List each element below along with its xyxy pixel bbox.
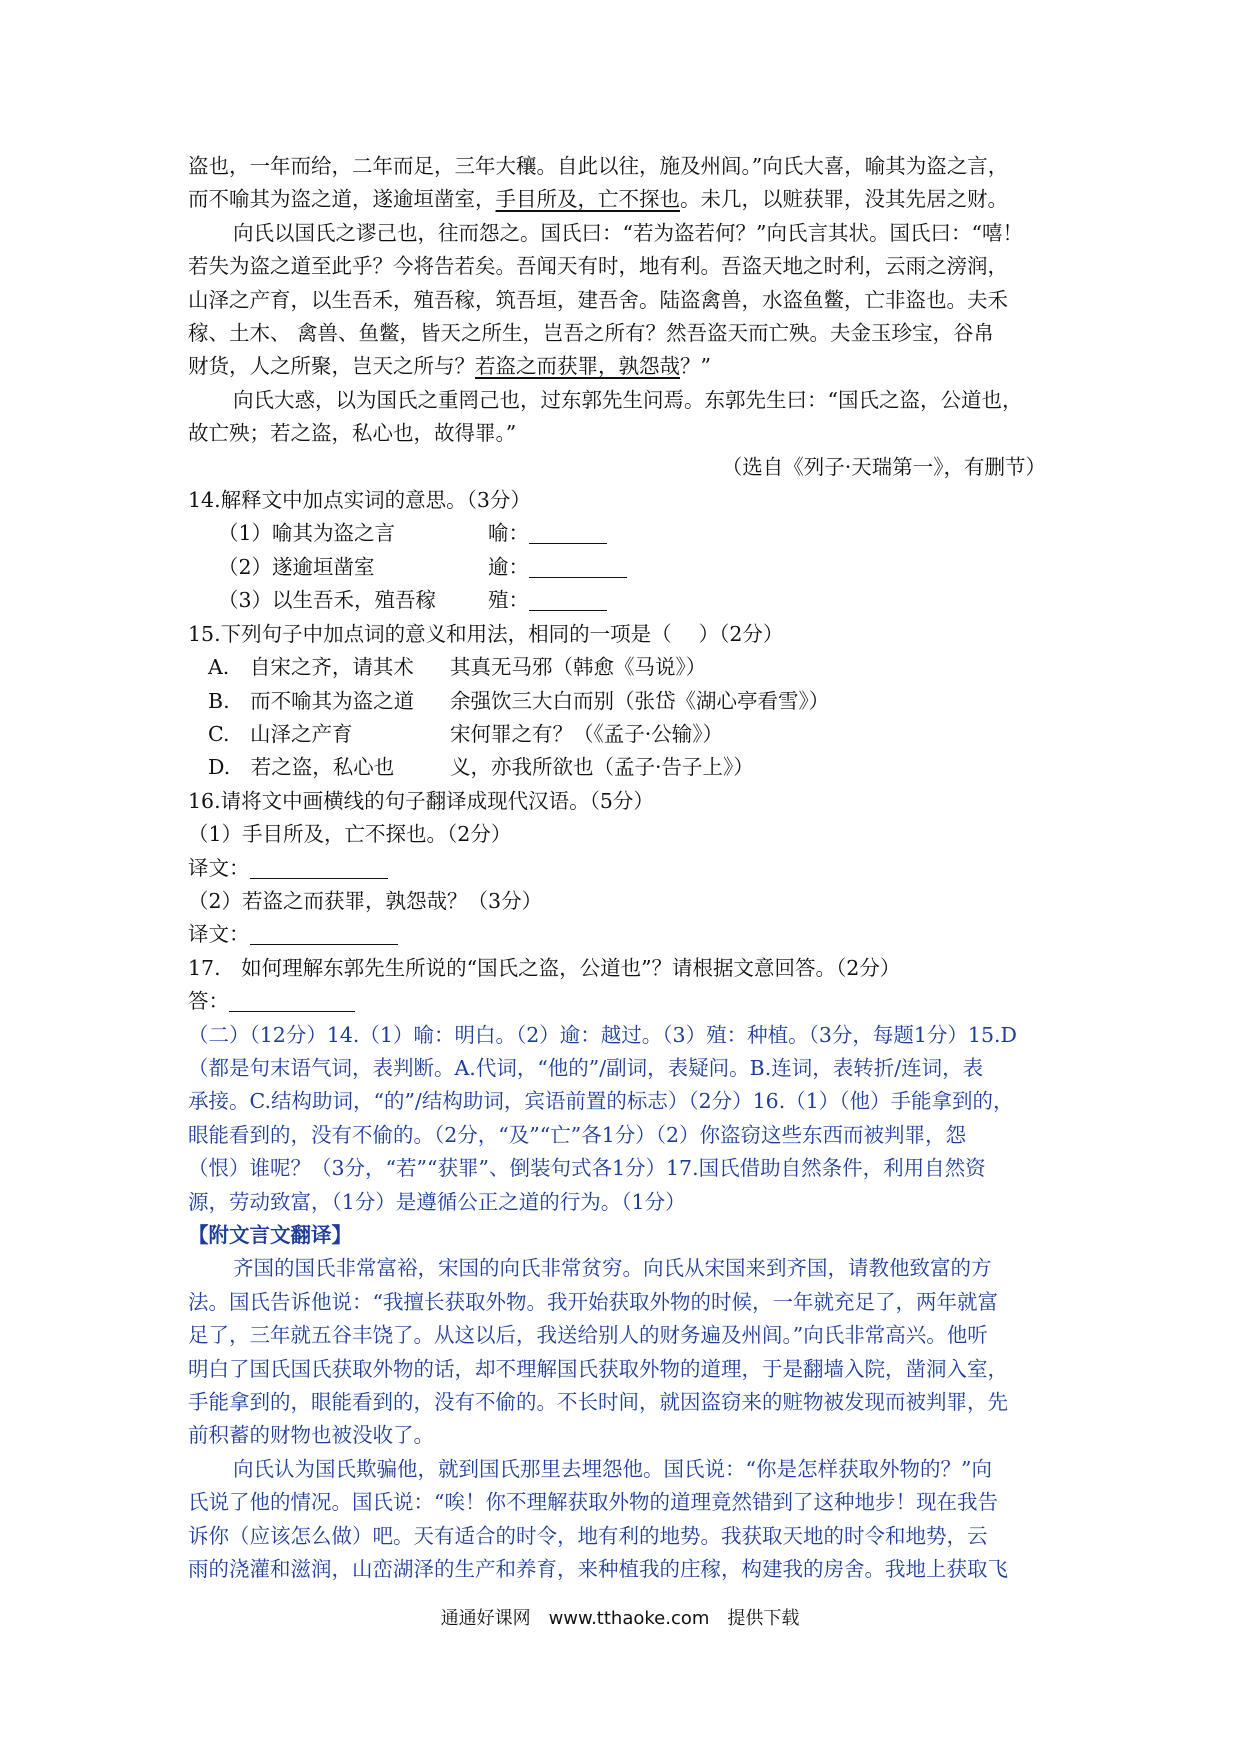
- question-title: 17. 如何理解东郭先生所说的“国氏之盗，公道也”？请根据文意回答。（2分）: [188, 955, 901, 980]
- translation-line: 明白了国氏国氏获取外物的话，却不理解国氏获取外物的道理，于是翻墙入院，凿洞入室，: [188, 1356, 1008, 1381]
- translation-line: 手能拿到的，眼能看到的，没有不偷的。不长时间，就因盗窃来的赃物被发现而被判罪，先: [188, 1390, 1008, 1415]
- question-title: 15.下列句子中加点词的意义和用法，相同的一项是（ ）（2分）: [188, 621, 784, 646]
- question-14: [188, 484, 1058, 618]
- q14-item-label: 逾：: [488, 554, 529, 579]
- passage-source: （选自《列子·天瑞第一》，有删节）: [721, 454, 1046, 479]
- q15-option-d[interactable]: [188, 751, 1058, 784]
- q14-item: [188, 517, 1058, 550]
- answer-blank[interactable]: [250, 856, 388, 879]
- option-right: 义，亦我所欲也（孟子·告子上》）: [450, 755, 754, 780]
- q14-item-text: （1）喻其为盗之言: [218, 521, 396, 546]
- passage-line: [188, 183, 1058, 216]
- translation-line: 雨的浇灌和滋润，山峦湖泽的生产和养育，来种植我的庄稼，构建我的房舍。我地上获取飞: [188, 1557, 1008, 1582]
- q16-sentence-2: （2）若盗之而获罪，孰怨哉？（3分）: [188, 888, 543, 913]
- q15-option-a[interactable]: [188, 651, 1058, 684]
- translation-line: 向氏认为国氏欺骗他，就到国氏那里去埋怨他。国氏说：“你是怎样获取外物的？”向: [233, 1456, 992, 1481]
- underlined-sentence-2: 若盗之而获罪，孰怨哉: [475, 354, 680, 379]
- q14-item: [188, 584, 1058, 617]
- answer-blank[interactable]: [529, 521, 607, 544]
- question-title: 14.解释文中加点实词的意思。（3分）: [188, 488, 531, 513]
- answer-label: 译文：: [188, 855, 250, 880]
- translation-line: 足了，三年就五谷丰饶了。从这以后，我送给别人的财务遍及州闾。”向氏非常高兴。他听: [188, 1323, 988, 1348]
- passage-line: 山泽之产育，以生吾禾，殖吾稼，筑吾垣，建吾舍。陆盗禽兽，水盗鱼鳖，亡非盗也。夫禾: [188, 287, 1008, 312]
- translation-answer-1: [188, 852, 1058, 885]
- translation-line: 氏说了他的情况。国氏说：“唉！你不理解获取外物的道理竟然错到了这种地步！现在我告: [188, 1490, 998, 1515]
- option-left: C. 山泽之产育: [208, 721, 353, 746]
- translation-line: 诉你（应该怎么做）吧。天有适合的时令，地有利的地势。我获取天地的时令和地势，云: [188, 1523, 988, 1548]
- q15-option-c[interactable]: [188, 718, 1058, 751]
- underlined-sentence-1: 手目所及，亡不探也: [495, 187, 680, 212]
- answer-blank[interactable]: [250, 922, 398, 945]
- passage-line: 稼、土木、 禽兽、鱼鳖，皆天之所生，岂吾之所有？然吾盗天而亡殃。夫金玉珍宝，谷帛: [188, 321, 995, 346]
- answer-blank[interactable]: [529, 555, 627, 578]
- answer-line: 眼能看到的，没有不偷的。（2分，“及”“亡”各1分）（2）你盗窃这些东西而被判罪，怨: [188, 1122, 967, 1147]
- question-17: [188, 952, 1058, 1019]
- answer-line: （二）（12分）14.（1）喻：明白。（2）逾：越过。（3）殖：种植。（3分，每题1分）15.D: [188, 1022, 1017, 1047]
- q14-item-text: （2）遂逾垣凿室: [218, 554, 375, 579]
- passage-line: 向氏大惑，以为国氏之重罔己也，过东郭先生问焉。东郭先生曰：“国氏之盗，公道也，: [233, 387, 1023, 412]
- passage-text: 而不喻其为盗之道，遂逾垣凿室，: [188, 187, 496, 212]
- answer-line: （恨）谁呢？（3分，“若”“获罪”、倒装句式各1分）17.国氏借助自然条件，利用自然资: [188, 1156, 986, 1181]
- option-left: A. 自宋之齐，请其术: [208, 655, 414, 680]
- question-title: 16.请将文中画横线的句子翻译成现代汉语。（5分）: [188, 788, 654, 813]
- passage: [188, 150, 1058, 484]
- q15-option-b[interactable]: [188, 685, 1058, 718]
- passage-line: 盗也，一年而给，二年而足，三年大穰。自此以往，施及州闾。”向氏大喜，喻其为盗之言，: [188, 154, 1009, 178]
- answer-label: 答：: [188, 989, 229, 1014]
- translation-heading: 【附文言文翻译】: [188, 1223, 352, 1247]
- answer-blank[interactable]: [229, 989, 355, 1012]
- option-right: 余强饮三大白而别（张岱《湖心亭看雪》）: [450, 688, 830, 713]
- answer-label: 译文：: [188, 922, 250, 947]
- q14-item-text: （3）以生吾禾，殖吾稼: [218, 588, 437, 613]
- passage-text: 。未几，以赃获罪，没其先居之财。: [680, 187, 1008, 212]
- question-16: [188, 785, 1058, 952]
- passage-line: 向氏以国氏之谬己也，往而怨之。国氏曰：“若为盗若何？”向氏言其状。国氏曰：“嘻！: [233, 220, 1023, 245]
- answer-line: 源，劳动致富，（1分）是遵循公正之道的行为。（1分）: [188, 1189, 686, 1214]
- translation-line: 前积蓄的财物也被没收了。: [188, 1423, 434, 1448]
- answer-line: 承接。C.结构助词，“的”/结构助词，宾语前置的标志）（2分）16.（1）（他）手能拿到的，: [188, 1089, 1014, 1114]
- answer-line: （都是句末语气词，表判断。A.代词，“他的”/副词，表疑问。B.连词，表转折/连词，表: [188, 1055, 984, 1080]
- q14-item-label: 殖：: [488, 588, 529, 613]
- translation-section: [188, 1219, 1058, 1586]
- question-15: [188, 618, 1058, 785]
- answer-blank[interactable]: [529, 588, 607, 611]
- passage-line: 若失为盗之道至此乎？今将告若矣。吾闻天有时，地有利。吾盗天地之时利，云雨之滂润，: [188, 254, 1008, 279]
- passage-line: [188, 350, 1058, 383]
- translation-line: 齐国的国氏非常富裕，宋国的向氏非常贫穷。向氏从宋国来到齐国，请教他致富的方: [233, 1256, 992, 1281]
- answer-key: [188, 1019, 1058, 1219]
- passage-text: ？”: [680, 354, 711, 379]
- translation-line: 法。国氏告诉他说：“我擅长获取外物。我开始获取外物的时候，一年就充足了，两年就富: [188, 1289, 998, 1314]
- option-right: 宋何罪之有？（《孟子·公输》）: [450, 721, 724, 746]
- option-left: B. 而不喻其为盗之道: [208, 688, 415, 713]
- option-right: 其真无马邪（韩愈《马说》）: [450, 655, 707, 680]
- answer-row: [188, 985, 1058, 1018]
- option-left: D. 若之盗，私心也: [208, 755, 395, 780]
- passage-text: 财货，人之所聚，岂天之所与？: [188, 354, 475, 379]
- translation-answer-2: [188, 918, 1058, 951]
- passage-line: 故亡殃；若之盗，私心也，故得罪。”: [188, 421, 517, 446]
- q16-sentence-1: （1）手目所及，亡不探也。（2分）: [188, 822, 512, 847]
- q14-item-label: 喻：: [488, 521, 529, 546]
- exam-page: [188, 150, 1058, 1586]
- q14-item: [188, 551, 1058, 584]
- page-footer: 通通好课网 www.tthaoke.com 提供下载: [440, 1608, 800, 1629]
